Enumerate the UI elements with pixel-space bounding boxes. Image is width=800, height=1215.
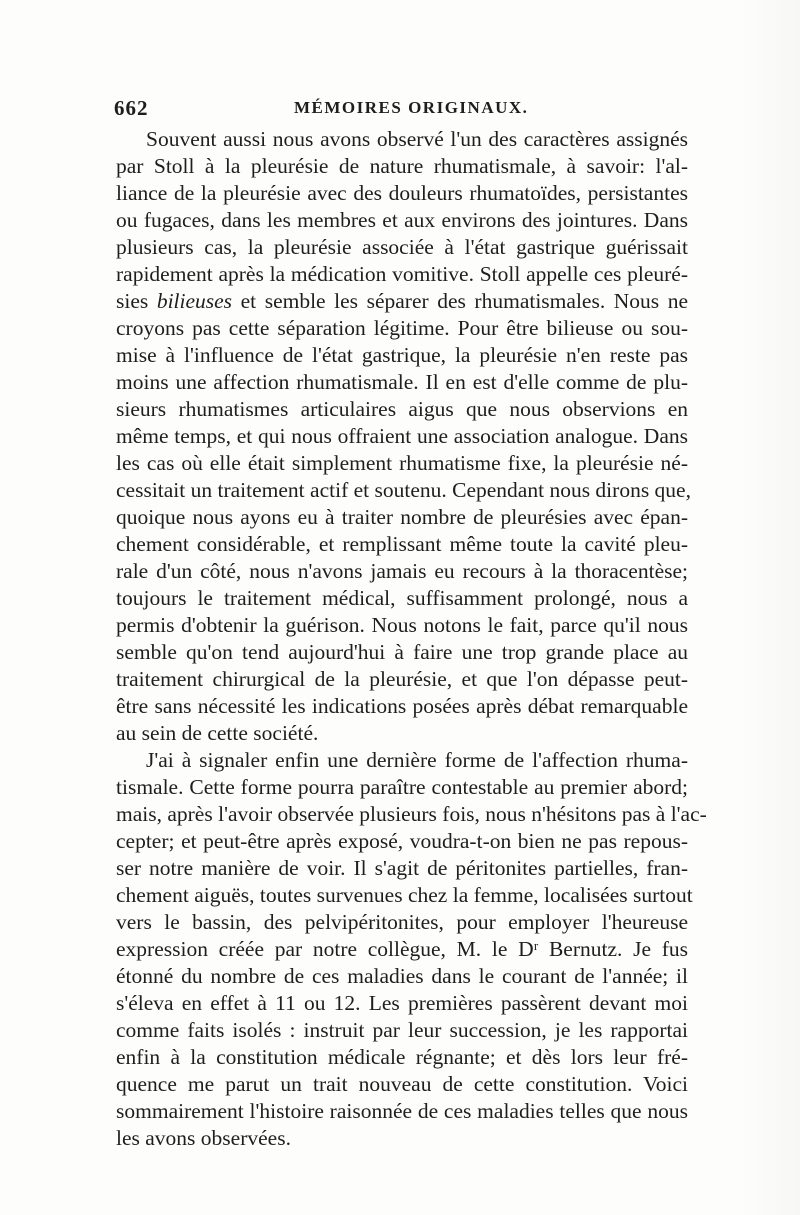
text-line: comme faits isolés : instruit par leur succession, je les rapportai — [116, 1018, 688, 1042]
text-fragment: sies — [116, 289, 149, 313]
text-line: quence me parut un trait nouveau de cette constitution. Voici — [116, 1072, 688, 1096]
text-line: semble qu'on tend aujourd'hui à faire une trop grande place au — [116, 640, 688, 664]
text-line: être sans nécessité les indications posées après débat remarquable — [116, 694, 688, 718]
page-header — [114, 96, 694, 124]
paragraph-1 — [116, 126, 691, 747]
text-line: traitement chirurgical de la pleurésie, et que l'on dépasse peut- — [116, 667, 688, 691]
text-line: les cas où elle était simplement rhumatisme fixe, la pleurésie né- — [116, 451, 688, 475]
text-line: mise à l'influence de l'état gastrique, la pleurésie n'en reste pas — [116, 343, 688, 367]
running-title: MÉMOIRES ORIGINAUX. — [294, 98, 529, 117]
text-line: ser notre manière de voir. Il s'agit de péritonites partielles, fran- — [116, 856, 688, 880]
text-line: cepter; et peut-être après exposé, voudra-t-on bien ne pas repous- — [116, 829, 688, 853]
text-line: même temps, et qui nous offraient une association analogue. Dans — [116, 424, 688, 448]
text-line: rale d'un côté, nous n'avons jamais eu recours à la thoracentèse; — [116, 559, 688, 583]
text-line: plusieurs cas, la pleurésie associée à l'état gastrique guérissait — [116, 235, 688, 259]
text-line: les avons observées. — [116, 1126, 291, 1150]
text-line: ou fugaces, dans les membres et aux environs des jointures. Dans — [116, 208, 688, 232]
text-line: J'ai à signaler enfin une dernière forme de l'affection rhuma- — [146, 748, 688, 772]
paragraph-2 — [116, 747, 707, 1152]
text-line: liance de la pleurésie avec des douleurs rhumatoïdes, persistantes — [116, 181, 688, 205]
text-line: sieurs rhumatismes articulaires aigus que nous observions en — [116, 397, 688, 421]
text-line: chement considérable, et remplissant même toute la cavité pleu- — [116, 532, 688, 556]
text-line: tismale. Cette forme pourra paraître contestable au premier abord; — [116, 775, 688, 799]
text-line: croyons pas cette séparation légitime. Pour être bilieuse ou sou- — [116, 316, 688, 340]
text-fragment: et semble les séparer des rhumatismales. Nous ne — [240, 289, 688, 313]
text-line: s'éleva en effet à 11 ou 12. Les premières passèrent devant moi — [116, 991, 688, 1015]
text-line: étonné du nombre de ces maladies dans le courant de l'année; il — [116, 964, 688, 988]
text-line: enfin à la constitution médicale régnante; et dès lors leur fré- — [116, 1045, 688, 1069]
text-line: au sein de cette société. — [116, 721, 319, 745]
text-line: sommairement l'histoire raisonnée de ces maladies telles que nous — [116, 1099, 688, 1123]
italic-term: bilieuses — [156, 289, 233, 313]
text-line: par Stoll à la pleurésie de nature rhumatismale, à savoir: l'al- — [116, 154, 688, 178]
text-line: Souvent aussi nous avons observé l'un des caractères assignés — [146, 127, 688, 151]
text-line: vers le bassin, des pelvipéritonites, pour employer l'heureuse — [116, 910, 688, 934]
text-line: quoique nous ayons eu à traiter nombre de pleurésies avec épan- — [116, 505, 688, 529]
text-line — [116, 288, 688, 315]
text-line: expression créée par notre collègue, M. le Dʳ Bernutz. Je fus — [116, 937, 688, 961]
text-line: permis d'obtenir la guérison. Nous notons le fait, parce qu'il nous — [116, 613, 688, 637]
text-line: toujours le traitement médical, suffisamment prolongé, nous a — [116, 586, 688, 610]
text-line: moins une affection rhumatismale. Il en est d'elle comme de plu- — [116, 370, 688, 394]
text-line: rapidement après la médication vomitive. Stoll appelle ces pleuré- — [116, 262, 688, 286]
text-line: cessitait un traitement actif et soutenu. Cependant nous dirons que, — [116, 478, 691, 502]
body-text — [116, 126, 707, 1152]
scan-shadow — [740, 0, 800, 1215]
page-number: 662 — [114, 96, 149, 120]
text-line: mais, après l'avoir observée plusieurs fois, nous n'hésitons pas à l'ac- — [116, 802, 707, 826]
text-line: chement aiguës, toutes survenues chez la femme, localisées surtout — [116, 883, 693, 907]
